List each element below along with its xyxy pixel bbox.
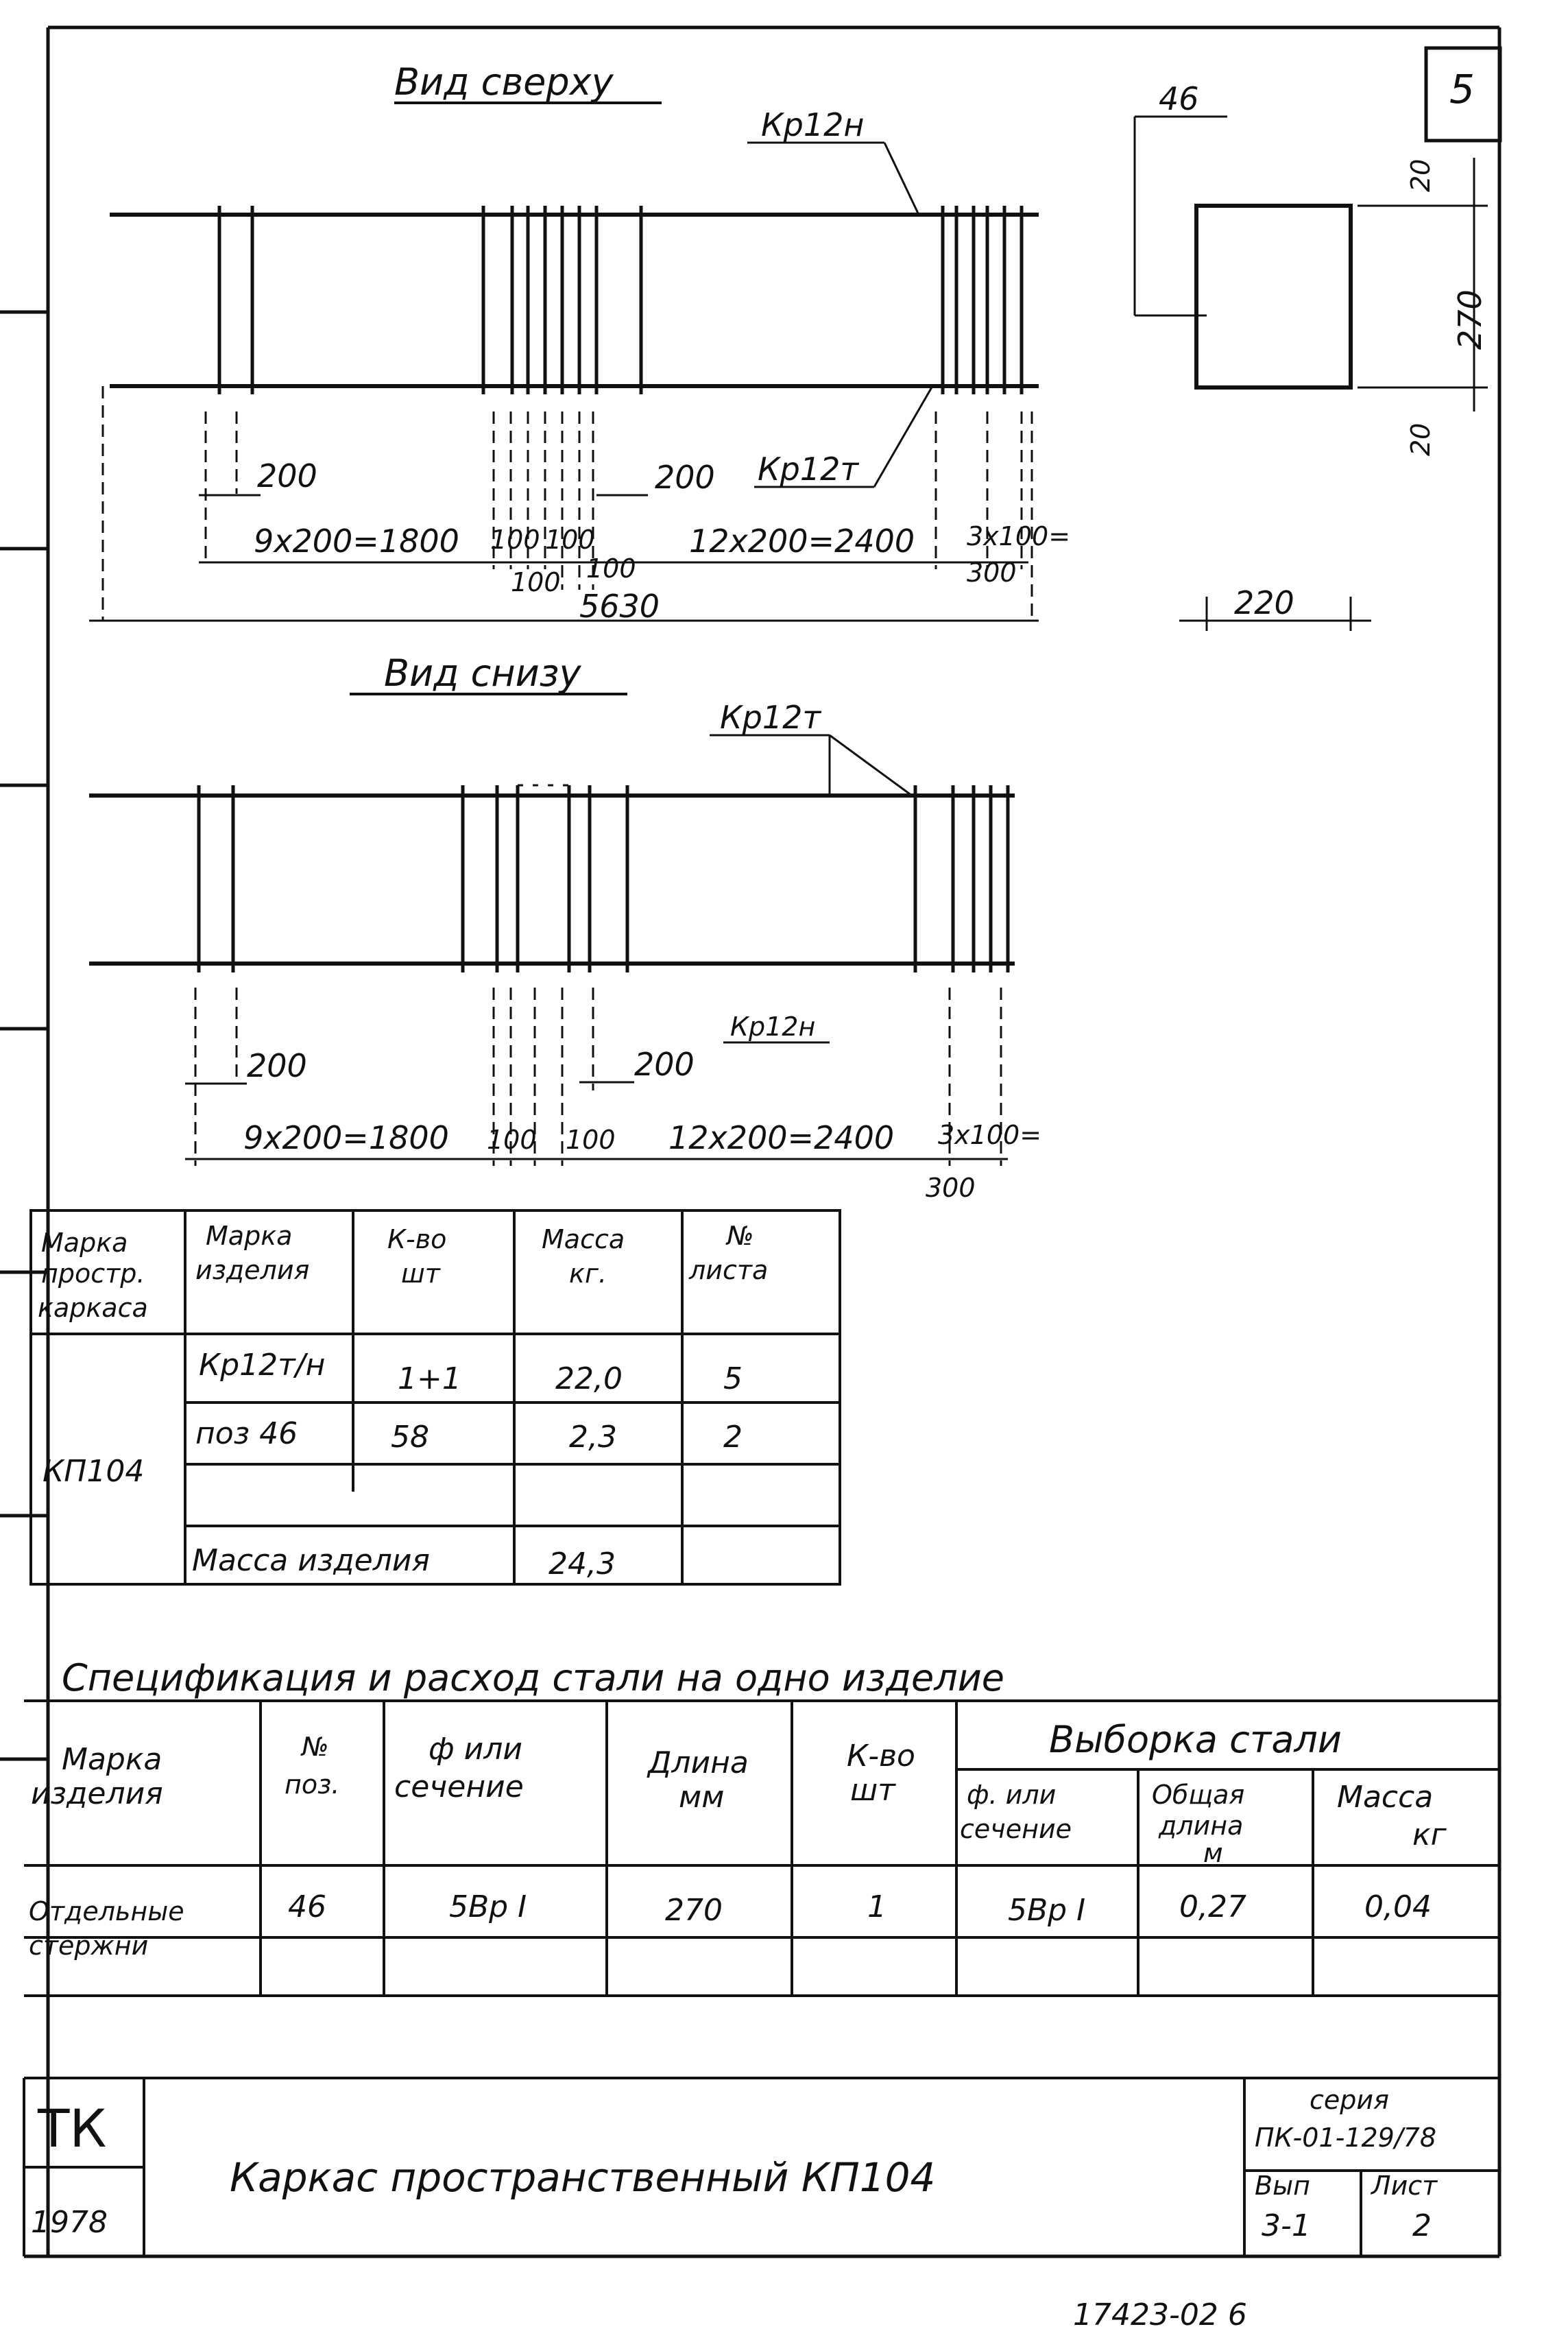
top-dim-spacing-left: 200 xyxy=(257,457,317,494)
top-dim-mid-d: 100 xyxy=(586,553,636,584)
top-dim-mid-a: 100 xyxy=(490,525,540,555)
spec-header-pos-2: поз. xyxy=(285,1769,340,1800)
comp-row2-item: поз 46 xyxy=(195,1416,298,1451)
comp-header-mass-2: кг. xyxy=(569,1258,607,1289)
spec-header-sel-length-3: м xyxy=(1203,1838,1223,1868)
bottom-dim-spacing-left: 200 xyxy=(247,1047,307,1084)
top-dim-overall: 5630 xyxy=(579,588,660,625)
spec-header-mark-1: Марка xyxy=(62,1742,162,1777)
spec-row-sel-mass: 0,04 xyxy=(1364,1889,1432,1924)
comp-header-sheet-2: листа xyxy=(689,1255,769,1285)
bottom-dim-run-right-total: 300 xyxy=(926,1173,976,1203)
comp-header-sheet-1: № xyxy=(727,1221,754,1251)
top-dim-run-right: 3х100= xyxy=(967,521,1071,551)
title-sheet: 2 xyxy=(1412,2208,1432,2243)
bottom-dim-spacing-mid: 200 xyxy=(634,1046,695,1083)
top-dim-mid-c: 100 xyxy=(511,567,561,597)
title-tk: ТК xyxy=(38,2098,107,2159)
bottom-dim-run-right: 3х100= xyxy=(938,1120,1042,1150)
bottom-dim-run-mid: 12х200=2400 xyxy=(668,1119,895,1156)
bottom-dim-mid-b: 100 xyxy=(566,1125,616,1155)
spec-row-mark-2: стержни xyxy=(29,1931,149,1961)
section-dim-width: 220 xyxy=(1234,584,1294,621)
title-series-label: серия xyxy=(1310,2085,1389,2115)
spec-header-sel-mass-2: кг xyxy=(1412,1817,1447,1852)
bottom-view xyxy=(89,652,1041,1203)
sheet-number-box xyxy=(1426,48,1500,141)
sheet-number: 5 xyxy=(1449,66,1475,112)
comp-total-mass: 24,3 xyxy=(548,1547,616,1581)
spec-row-length: 270 xyxy=(665,1893,723,1928)
spec-header-sel-section-2: сечение xyxy=(960,1814,1072,1844)
title-block xyxy=(24,2078,1499,2256)
comp-header-item-1: Марка xyxy=(206,1221,293,1251)
comp-row2-mass: 2,3 xyxy=(569,1420,617,1455)
comp-header-frame-3: каркаса xyxy=(38,1293,148,1323)
comp-row1-mass: 22,0 xyxy=(555,1361,623,1396)
spec-table xyxy=(24,1701,1499,2078)
comp-row1-qty: 1+1 xyxy=(398,1361,461,1396)
top-view-title: Вид сверху xyxy=(394,60,614,104)
spec-header-sel-section-1: ф. или xyxy=(967,1780,1057,1810)
top-view-callout-kr12t: Кр12т xyxy=(758,451,859,488)
spec-row-section: 5Вр I xyxy=(449,1889,527,1924)
top-dim-run-right-total: 300 xyxy=(967,558,1017,588)
bottom-view-callout-kr12n: Кр12н xyxy=(730,1012,816,1042)
comp-header-qty-1: К-во xyxy=(387,1224,447,1254)
comp-header-qty-2: шт xyxy=(401,1258,440,1289)
top-view xyxy=(89,60,1070,625)
spec-header-qty-2: шт xyxy=(850,1773,895,1808)
title-issue: 3-1 xyxy=(1262,2208,1311,2243)
comp-total-label: Масса изделия xyxy=(192,1543,430,1578)
spec-header-pos-1: № xyxy=(302,1732,329,1762)
title-issue-label: Вып xyxy=(1255,2171,1310,2201)
section-dim-mid: 270 xyxy=(1451,289,1488,350)
title-year: 1978 xyxy=(31,2205,108,2240)
top-dim-run-left: 9х200=1800 xyxy=(254,523,459,560)
bottom-dim-run-left: 9х200=1800 xyxy=(243,1119,449,1156)
comp-header-frame-2: простр. xyxy=(41,1258,145,1289)
spec-row-sel-length: 0,27 xyxy=(1179,1889,1246,1924)
spec-row-qty: 1 xyxy=(867,1889,886,1924)
comp-row1-sheet: 5 xyxy=(723,1361,743,1396)
comp-header-frame-1: Марка xyxy=(41,1228,128,1258)
top-dim-run-mid: 12х200=2400 xyxy=(689,523,915,560)
footer-code: 17423-02 6 xyxy=(1073,2297,1247,2332)
bottom-dim-mid-a: 100 xyxy=(487,1125,537,1155)
spec-header-section-2: сечение xyxy=(394,1769,524,1804)
spec-title: Спецификация и расход стали на одно изделие xyxy=(62,1656,1005,1699)
spec-header-length-2: мм xyxy=(679,1780,725,1815)
spec-header-length-1: Длина xyxy=(648,1745,749,1780)
spec-header-qty-1: К-во xyxy=(847,1739,915,1774)
title-text: Каркас пространственный КП104 xyxy=(230,2154,936,2201)
top-view-stirrups xyxy=(219,206,1022,394)
bottom-view-title: Вид снизу xyxy=(384,652,581,695)
section-view xyxy=(1135,80,1488,631)
comp-row2-qty: 58 xyxy=(391,1420,429,1455)
spec-header-section-1: ф или xyxy=(429,1732,522,1767)
spec-header-mark-2: изделия xyxy=(31,1776,163,1811)
comp-row1-item: Кр12т/н xyxy=(199,1348,326,1383)
bottom-view-callout-kr12t: Кр12т xyxy=(720,699,821,736)
top-dim-spacing-mid: 200 xyxy=(655,459,715,496)
comp-frame-mark: КП104 xyxy=(43,1454,145,1489)
comp-header-item-2: изделия xyxy=(195,1255,310,1285)
title-series: ПК-01-129/78 xyxy=(1255,2123,1437,2153)
section-dim-bot: 20 xyxy=(1406,422,1436,456)
section-dim-top: 20 xyxy=(1406,158,1436,192)
spec-row-pos: 46 xyxy=(288,1889,326,1924)
title-sheet-label: Лист xyxy=(1371,2171,1438,2201)
spec-header-selection: Выборка стали xyxy=(1049,1718,1342,1761)
spec-row-mark-1: Отдельные xyxy=(29,1896,184,1926)
comp-row2-sheet: 2 xyxy=(723,1420,743,1455)
comp-header-mass-1: Масса xyxy=(542,1224,625,1254)
top-dim-mid-b: 100 xyxy=(545,525,595,555)
section-label: 46 xyxy=(1159,80,1199,117)
top-view-callout-kr12n: Кр12н xyxy=(761,106,865,143)
spec-row-sel-section: 5Вр I xyxy=(1008,1893,1086,1928)
spec-header-sel-length-2: длина xyxy=(1159,1811,1244,1841)
spec-header-sel-mass-1: Масса xyxy=(1337,1780,1434,1815)
bottom-view-stirrups xyxy=(199,785,1008,972)
spec-header-sel-length-1: Общая xyxy=(1152,1780,1245,1810)
composition-table xyxy=(31,1210,840,1584)
